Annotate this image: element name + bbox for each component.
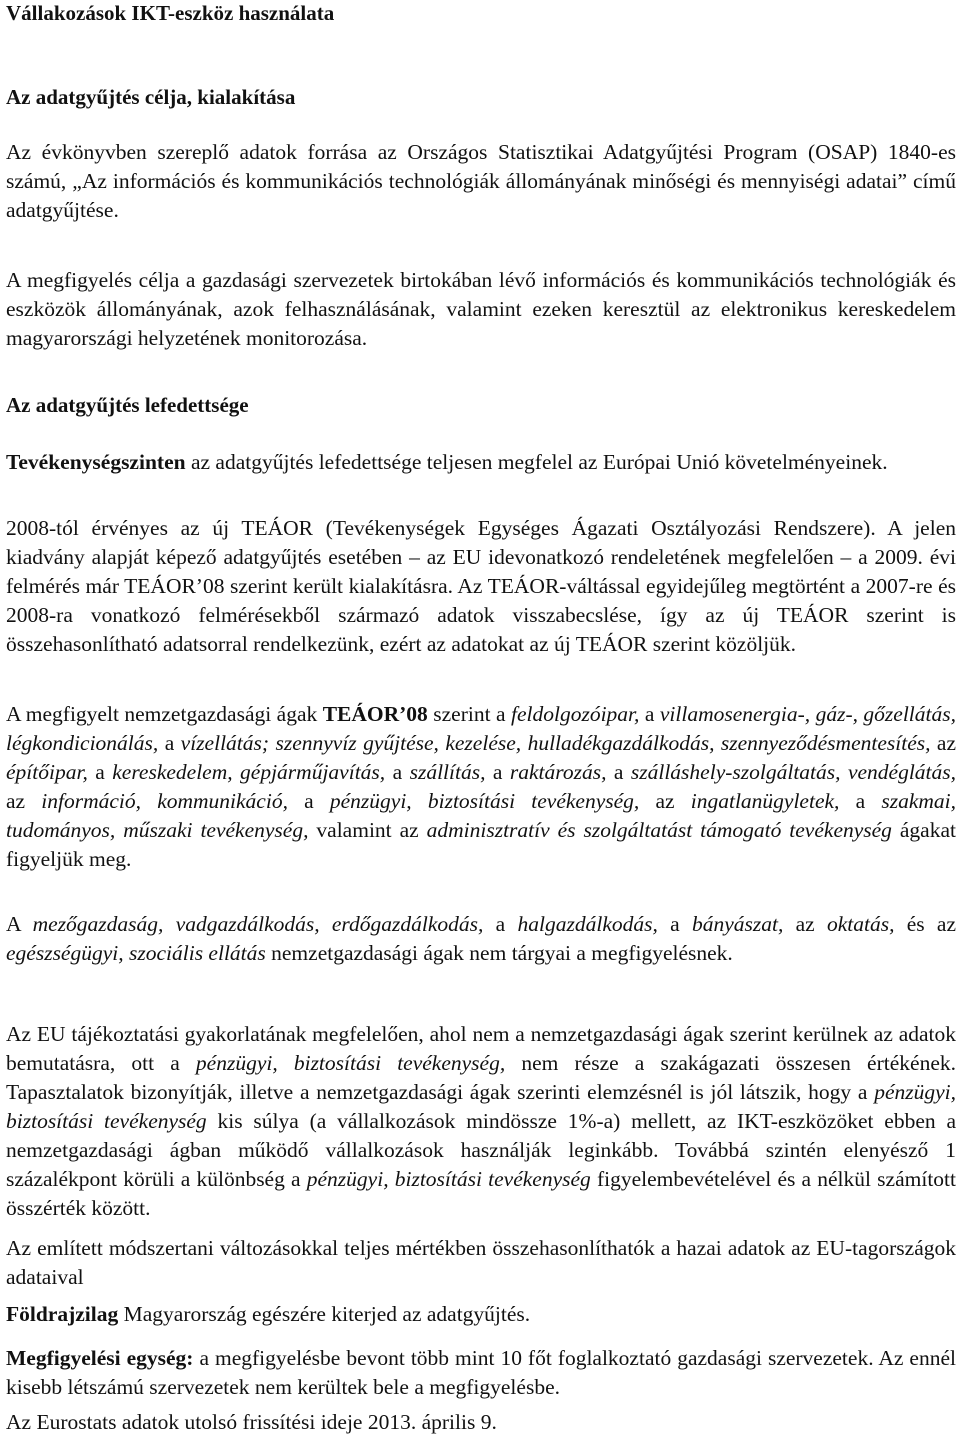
- paragraph-observation-unit: Megfigyelési egység: a megfigyelésbe bevont több mint 10 főt foglalkoztató gazdasági szervezetek. Az ennél kisebb létszámú szervezetek nem kerültek bele a megfigyelésbe.: [6, 1346, 956, 1399]
- paragraph-comparability: Az említett módszertani változásokkal teljes mértékben összehasonlíthatók a hazai adatok az EU-tagországok adataival: [6, 1236, 956, 1289]
- geography-term: Földrajzilag: [6, 1302, 119, 1326]
- document-title: Vállakozások IKT-eszköz használata: [6, 1, 335, 25]
- paragraph-eu-practice: Az EU tájékoztatási gyakorlatának megfelelően, ahol nem a nemzetgazdasági ágak szerint kerülnek az adatok bemutatásra, ott a pénzügyi, biztosítási tevékenység, nem része a szakágazati összesen értékének. Tapasztalatok bizonyítják, illetve a nemzetgazdasági ágak szerinti elemzésnél is jól látszik, hogy a pénzügyi, biztosítási tevékenység kis súlya (a vállalkozások mindössze 1%-a) mellett, az IKT-eszközöket ebben a nemzetgazdasági ágban működő vállalkozások használják leginkább. Továbbá szintén elenyésző 1 százalékpont körüli a különbség a pénzügyi, biztosítási tevékenység figyelembevételével és a nélkül számított összérték között.: [6, 1022, 957, 1220]
- section-heading-coverage: Az adatgyűjtés lefedettsége: [6, 393, 249, 417]
- paragraph-excluded-branches: A mezőgazdaság, vadgazdálkodás, erdőgazdálkodás, a halgazdálkodás, a bányászat, az oktatás, és az egészségügyi, szociális ellátás nemzetgazdasági ágak nem tárgyai a megfigyelésnek.: [6, 912, 957, 965]
- section-heading-aim: Az adatgyűjtés célja, kialakítása: [6, 85, 296, 109]
- activity-level-term: Tevékenységszinten: [6, 450, 186, 474]
- paragraph-observed-branches: A megfigyelt nemzetgazdasági ágak TEÁOR’08 szerint a feldolgozóipar, a villamosenergia-, gáz-, gőzellátás, légkondicionálás, a vízellátás; szennyvíz gyűjtése, kezelése, hulladékgazdálkodás, szennyeződésmentesítés, az építőipar, a kereskedelem, gépjárműjavítás, a szállítás, a raktározás, a szálláshely-szolgáltatás, vendéglátás, az információ, kommunikáció, a pénzügyi, biztosítási tevékenység, az ingatlanügyletek, a szakmai, tudományos, műszaki tevékenység, valamint az adminisztratív és szolgáltatást támogató tevékenység ágakat figyeljük meg.: [6, 702, 957, 871]
- paragraph-teaor: 2008-tól érvényes az új TEÁOR (Tevékenységek Egységes Ágazati Osztályozási Rendszere). A jelen kiadvány alapját képező adatgyűjtés esetében – az EU idevonatkozó rendeletének megfelelően – a 2009. évi felmérés már TEÁOR’08 szerint került kialakításra. Az TEÁOR-váltással egyidejűleg megtörtént a 2007-re és 2008-ra vonatkozó felmérésekből származó adatok visszabecslése, így az új TEÁOR szerint is összehasonlítható adatsorral rendelkezünk, ezért az adatokat az új TEÁOR szerint közöljük.: [6, 516, 956, 656]
- observation-unit-term: Megfigyelési egység:: [6, 1346, 194, 1370]
- paragraph-geography: Földrajzilag Magyarország egészére kiterjed az adatgyűjtés.: [6, 1302, 531, 1326]
- paragraph-activity-coverage: Tevékenységszinten az adatgyűjtés lefedettsége teljesen megfelel az Európai Unió követelményeinek.: [6, 450, 888, 474]
- teaor08-term: TEÁOR’08: [322, 702, 428, 726]
- paragraph-aim: A megfigyelés célja a gazdasági szervezetek birtokában lévő információs és kommunikációs technológiák és eszközök állományának, azok felhasználásának, valamint ezeken keresztül az elektronikus kereskedelem magyarországi helyzetének monitorozása.: [6, 268, 956, 350]
- paragraph-eurostat-update: Az Eurostats adatok utolsó frissítési ideje 2013. április 9.: [6, 1410, 497, 1434]
- paragraph-source: Az évkönyvben szereplő adatok forrása az Országos Statisztikai Adatgyűjtési Program (OSAP) 1840-es számú, „Az információs és kommunikációs technológiák állományának minőségi és mennyiségi adatai” című adatgyűjtése.: [6, 140, 956, 222]
